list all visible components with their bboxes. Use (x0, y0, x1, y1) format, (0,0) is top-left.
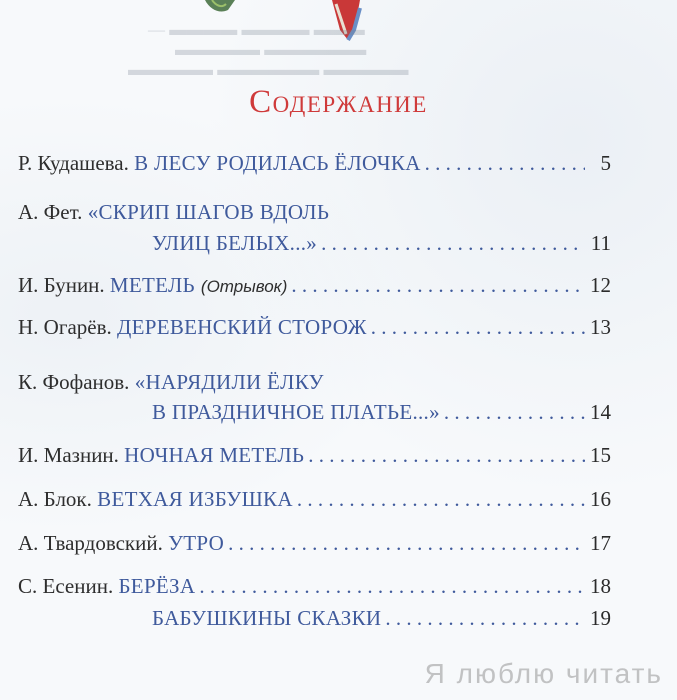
watermark: Я люблю читать (424, 658, 663, 689)
toc-work-title: ДЕРЕВЕНСКИЙ СТОРОЖ (117, 315, 367, 339)
dot-leader (228, 528, 585, 558)
toc-page-number: 17 (590, 531, 611, 555)
toc-work-title: БАБУШКИНЫ СКАЗКИ (152, 606, 382, 630)
dot-leader (297, 484, 585, 514)
toc-work-title: «СКРИП ШАГОВ ВДОЛЬ (87, 200, 330, 224)
dot-leader (308, 440, 585, 470)
toc-author: А. Блок. (18, 487, 92, 511)
toc-entry[interactable] (18, 197, 611, 227)
toc-work-title: МЕТЕЛЬ (109, 273, 195, 297)
toc-entry[interactable] (18, 312, 611, 342)
toc-entry[interactable] (18, 367, 611, 397)
toc-page-number: 5 (600, 151, 611, 175)
toc-author: И. Мазнин. (18, 443, 119, 467)
toc-author: И. Бунин. (18, 273, 105, 297)
toc-author: А. Твардовский. (18, 531, 163, 555)
toc-subtitle: (Отрывок) (200, 277, 288, 296)
toc-entry[interactable] (18, 571, 611, 601)
bleed-text: ▬▬▬▬▬ ▬▬▬▬▬▬ ▬▬▬▬▬ (128, 60, 409, 79)
toc-entry-continuation[interactable] (152, 397, 611, 427)
bleed-text: ▬▬▬▬▬ ▬▬▬▬▬▬ (175, 40, 367, 59)
toc-entry[interactable] (18, 440, 611, 470)
toc-work-title: «НАРЯДИЛИ ЁЛКУ (134, 370, 324, 394)
page-title: Содержание (249, 84, 428, 120)
dot-leader (321, 228, 585, 258)
toc-work-title: В ПРАЗДНИЧНОЕ ПЛАТЬЕ...» (152, 400, 440, 424)
toc-work-title: БЕРЁЗА (118, 574, 196, 598)
toc-author: С. Есенин. (18, 574, 114, 598)
toc-entry[interactable] (152, 603, 611, 633)
toc-entry[interactable] (18, 148, 611, 178)
dot-leader (199, 571, 585, 601)
dot-leader (425, 148, 585, 178)
toc-entry[interactable] (18, 484, 611, 514)
dot-leader (385, 603, 585, 633)
toc-author: К. Фофанов. (18, 370, 130, 394)
toc-author: Н. Огарёв. (18, 315, 112, 339)
toc-page-number: 15 (590, 443, 611, 467)
dot-leader (291, 270, 585, 300)
toc-work-title: ВЕТХАЯ ИЗБУШКА (97, 487, 293, 511)
toc-entry[interactable] (18, 528, 611, 558)
toc-page-number: 13 (590, 315, 611, 339)
dot-leader (444, 397, 585, 427)
bleed-text: — ▬▬▬▬ ▬▬▬▬ ▬▬▬ (148, 20, 365, 39)
toc-work-title: УЛИЦ БЕЛЫХ...» (152, 231, 318, 255)
toc-author: Р. Кудашева. (18, 151, 129, 175)
toc-entry-continuation[interactable] (152, 228, 611, 258)
toc-page-number: 16 (590, 487, 611, 511)
toc-author: А. Фет. (18, 200, 83, 224)
dot-leader (371, 312, 585, 342)
toc-page-number: 18 (590, 574, 611, 598)
toc-page-number: 14 (590, 400, 611, 424)
toc-page-number: 12 (590, 273, 611, 297)
toc-entry[interactable] (18, 270, 611, 300)
toc-work-title: В ЛЕСУ РОДИЛАСЬ ЁЛОЧКА (134, 151, 421, 175)
toc-page-number: 19 (590, 606, 611, 630)
toc-work-title: НОЧНАЯ МЕТЕЛЬ (124, 443, 305, 467)
toc-page-number: 11 (590, 231, 611, 255)
toc-work-title: УТРО (168, 531, 225, 555)
